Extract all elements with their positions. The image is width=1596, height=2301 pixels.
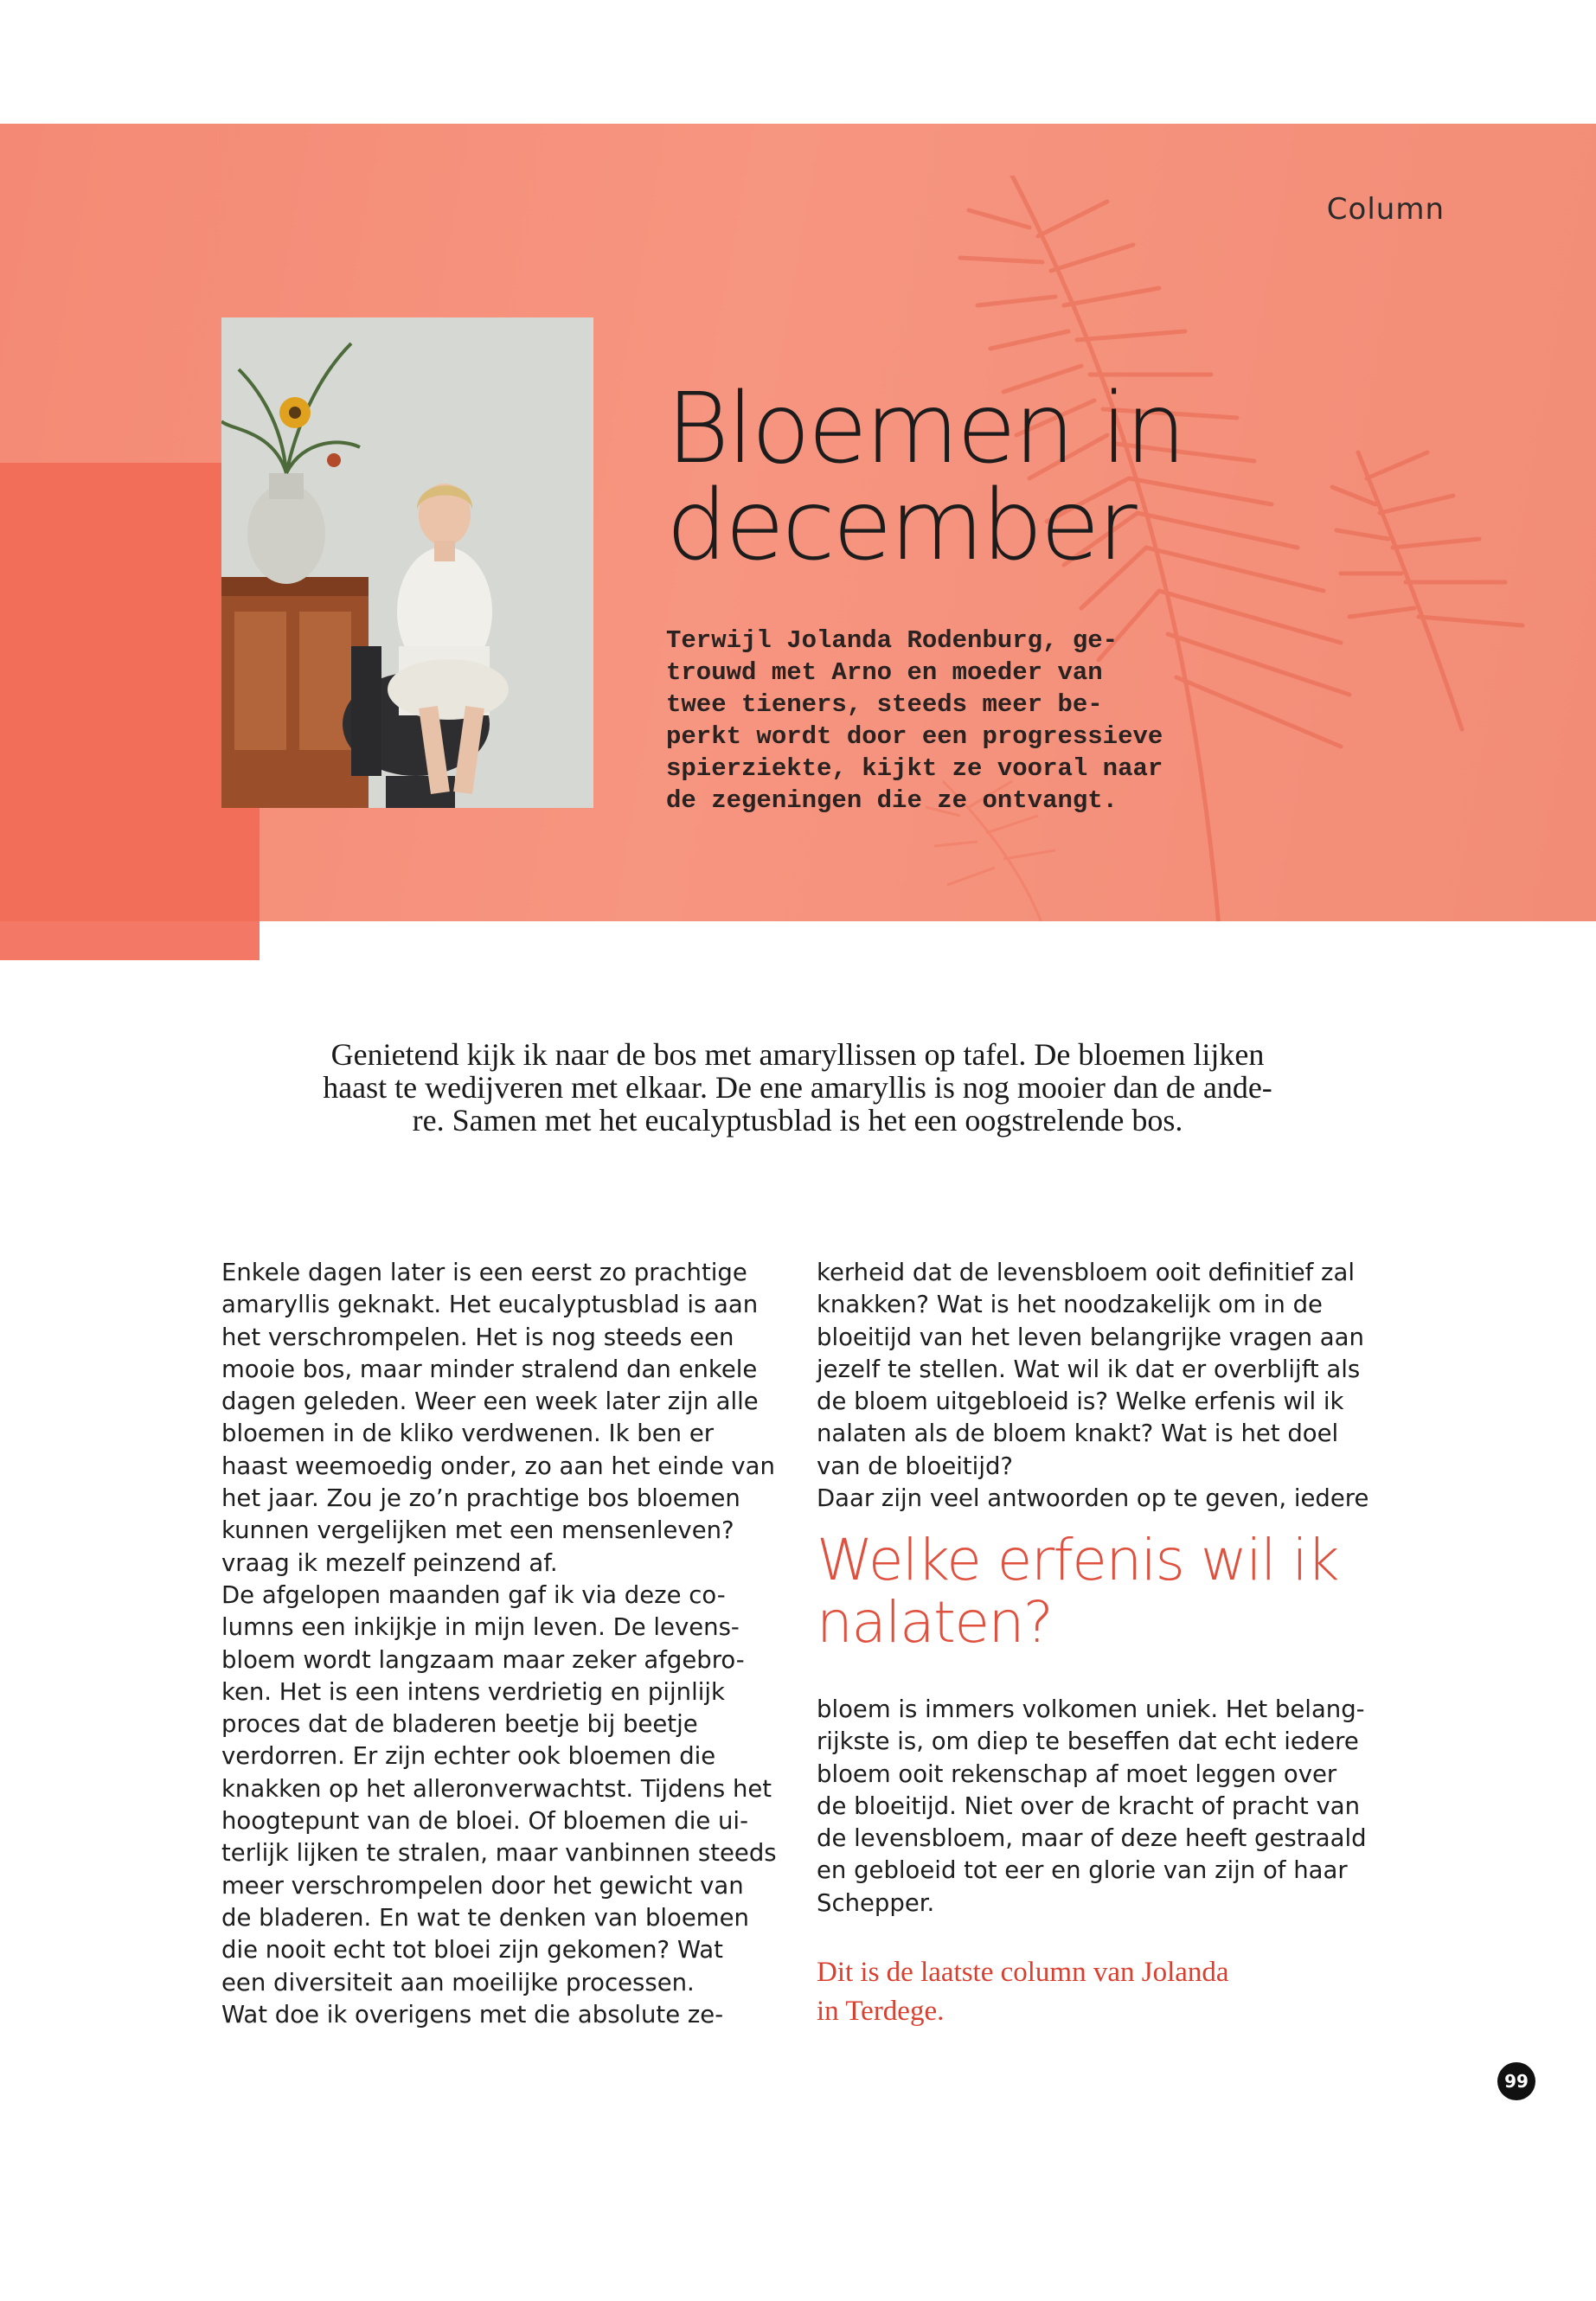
- body-column-right-top: kerheid dat de levensbloem ooit definitief zal knakken? Wat is het noodzakelijk om in de bloeitijd van het leven belangrijke vragen aan jezelf te stellen. Wat wil ik dat er overblijft als de bloem uitgebloeid is? Welke erfenis wil ik nalaten als de bloem knakt? Wat is het doel van de bloeitijd? Daar zijn veel antwoorden op te geven, iedere: [817, 1259, 1369, 1513]
- lead-paragraph: Genietend kijk ik naar de bos met amaryllissen op tafel. De bloemen lijken haast te wedijveren met elkaar. De ene amaryllis is nog mooier dan de ande- re. Samen met het eucalyptusblad is het een oogstrelende bos.: [323, 1037, 1272, 1138]
- intro-text: Terwijl Jolanda Rodenburg, ge- trouwd met Arno en moeder van twee tieners, steeds meer be- perkt wordt door een progressieve spierziekte, kijkt ze vooral naar de zegeningen die ze ontvangt.: [666, 626, 1163, 815]
- accent-block: [0, 463, 260, 960]
- body-column-right-bottom: bloem is immers volkomen uniek. Het belang- rijkste is, om diep te beseffen dat echt iedere bloem ooit rekenschap af moet leggen over de bloeitijd. Niet over de kracht of pracht van de levensbloem, maar of deze heeft gestraald en gebloeid tot eer en glorie van zijn of haar Schepper.: [817, 1695, 1367, 1917]
- author-photo: [221, 317, 593, 808]
- body-column-left: Enkele dagen later is een eerst zo prachtige amaryllis geknakt. Het eucalyptusblad is aan het verschrompelen. Het is nog steeds een mooie bos, maar minder stralend dan enkele dagen geleden. Weer een week later zijn alle bloemen in de kliko verdwenen. Ik ben er haast weemoedig onder, zo aan het einde van het jaar. Zou je zo’n prachtige bos bloemen kunnen vergelijken met een mensenleven? vraag ik mezelf peinzend af. De afgelopen maanden gaf ik via deze co- lumns een inkijkje in mijn leven. De levens- bloem wordt langzaam maar zeker afgebro- ken. Het is een intens verdrietig en pijnlijk proces dat de bladeren beetje bij beetje verdorren. Er zijn echter ook bloemen die knakken op het alleronverwachtst. Tijdens het hoogtepunt van de bloei. Of bloemen die ui- terlijk lijken te stralen, maar vanbinnen steeds meer verschrompelen door het gewicht van de bladeren. En wat te denken van bloemen die nooit echt tot bloei zijn gekomen? Wat een diversiteit aan moeilijke processen. Wat doe ik overigens met die absolute ze-: [221, 1259, 777, 2029]
- pull-quote: Welke erfenis wil ik nalaten?: [817, 1527, 1339, 1656]
- title-line-1: Bloemen in december: [666, 373, 1184, 582]
- author-photo-image: [221, 317, 593, 808]
- section-label: Column: [1326, 192, 1445, 227]
- article-title: [666, 373, 1324, 582]
- page-number-badge: 99: [1497, 2062, 1535, 2100]
- closing-note: Dit is de laatste column van Jolanda in Terdege.: [817, 1957, 1229, 2027]
